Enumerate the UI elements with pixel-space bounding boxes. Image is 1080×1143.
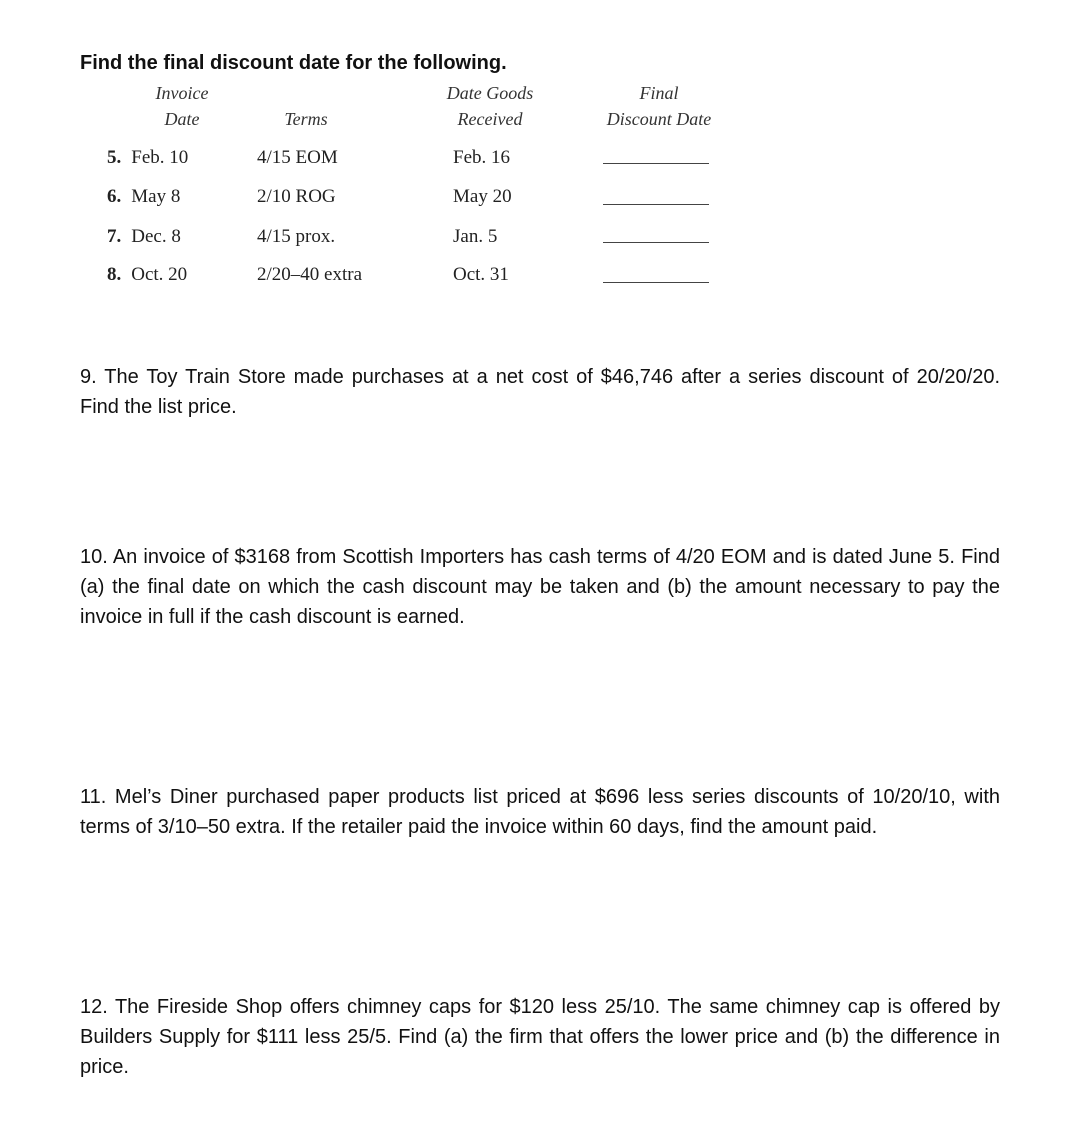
row-6-received: May 20 (453, 186, 512, 207)
row-5-answer-blank[interactable] (603, 163, 709, 164)
row-8-number: 8. (107, 264, 122, 285)
header-date-goods-received (420, 80, 560, 132)
header-received-line1: Date Goods (446, 83, 534, 103)
header-invoice-date-line2: Date (164, 109, 200, 129)
question-9: 9. The Toy Train Store made purchases at a net cost of $46,746 after a series discount of 20/20/20. Find the list price. (80, 366, 1000, 418)
row-5-number: 5. (107, 147, 122, 168)
header-final-discount-date (584, 80, 734, 132)
row-6-answer-blank[interactable] (603, 204, 709, 205)
row-8-answer-blank[interactable] (603, 282, 709, 283)
row-7-number: 7. (107, 226, 122, 247)
row-7-terms: 4/15 prox. (257, 226, 336, 247)
row-5-invoice-value: Feb. 10 (131, 147, 189, 168)
header-received-line2: Received (457, 109, 523, 129)
question-10: 10. An invoice of $3168 from Scottish Importers has cash terms of 4/20 EOM and is dated June 5. Find (a) the final date on which the cash discount may be taken and (b) the amount necessary to pay the invoice in full if the cash discount is earned. (80, 546, 1000, 628)
header-final-line2: Discount Date (606, 109, 712, 129)
row-7-answer-blank[interactable] (603, 242, 709, 243)
page-heading: Find the final discount date for the following. (80, 52, 507, 74)
question-12: 12. The Fireside Shop offers chimney caps for $120 less 25/10. The same chimney cap is offered by Builders Supply for $111 less 25/5. Find (a) the firm that offers the lower price and (b) the difference in price. (80, 996, 1000, 1078)
row-5-invoice-date (107, 147, 188, 169)
row-7-invoice-value: Dec. 8 (131, 226, 181, 247)
header-invoice-date-line1: Invoice (155, 83, 209, 103)
header-invoice-date (130, 80, 234, 132)
row-5-terms: 4/15 EOM (257, 147, 338, 168)
row-8-terms: 2/20–40 extra (257, 264, 363, 285)
header-terms (256, 106, 356, 132)
row-7-received: Jan. 5 (453, 226, 498, 247)
row-6-terms: 2/10 ROG (257, 186, 336, 207)
row-8-invoice-date (107, 264, 187, 286)
row-8-received: Oct. 31 (453, 264, 509, 285)
question-11: 11. Mel’s Diner purchased paper products list priced at $696 less series discounts of 10/20/10, with terms of 3/10–50 extra. If the retailer paid the invoice within 60 days, find the amount paid. (80, 786, 1000, 838)
row-6-number: 6. (107, 186, 122, 207)
row-6-invoice-value: May 8 (131, 186, 181, 207)
row-7-invoice-date (107, 226, 181, 248)
header-terms-line1: Terms (284, 109, 328, 129)
discount-date-table (0, 0, 1080, 300)
row-6-invoice-date (107, 186, 180, 208)
row-8-invoice-value: Oct. 20 (131, 264, 188, 285)
row-5-received: Feb. 16 (453, 147, 510, 168)
header-final-line1: Final (639, 83, 679, 103)
